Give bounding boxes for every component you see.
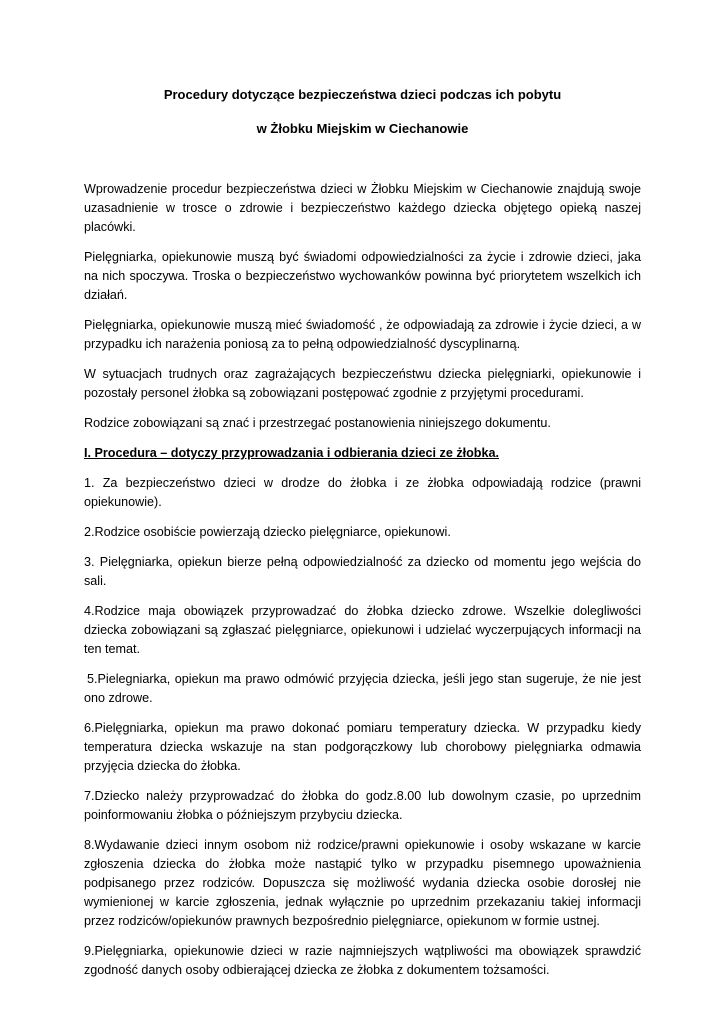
- section-heading: I. Procedura – dotyczy przyprowadzania i odbierania dzieci ze żłobka.: [84, 446, 500, 460]
- intro-paragraph-3: Pielęgniarka, opiekunowie muszą mieć świadomość , że odpowiadają za zdrowie i życie dzieci, a w przypadku ich narażenia poniosą za to pełną odpowiedzialność dyscyplinarną.: [84, 318, 641, 351]
- procedure-item-9: 9.Pielęgniarka, opiekunowie dzieci w razie najmniejszych wątpliwości ma obowiązek sprawdzić zgodność danych osoby odbierającej dziecka ze żłobka z dokumentem tożsamości.: [84, 944, 641, 977]
- intro-paragraph-2: Pielęgniarka, opiekunowie muszą być świadomi odpowiedzialności za życie i zdrowie dzieci, jaka na nich spoczywa. Troska o bezpieczeństwo wychowanków powinna być priorytetem wszelkich ich działań.: [84, 250, 641, 302]
- intro-paragraph-4: W sytuacjach trudnych oraz zagrażających bezpieczeństwu dziecka pielęgniarki, opiekunowie i pozostały personel żłobka są zobowiązani postępować zgodnie z przyjętymi procedurami.: [84, 367, 641, 400]
- intro-paragraph-5: Rodzice zobowiązani są znać i przestrzegać postanowienia niniejszego dokumentu.: [84, 416, 551, 430]
- procedure-item-7: 7.Dziecko należy przyprowadzać do żłobka do godz.8.00 lub dowolnym czasie, po uprzednim poinformowaniu żłobka o późniejszym przybyciu dziecka.: [84, 789, 641, 822]
- procedure-item-3: 3. Pielęgniarka, opiekun bierze pełną odpowiedzialność za dziecko od momentu jego wejścia do sali.: [84, 555, 641, 588]
- procedure-item-4: 4.Rodzice maja obowiązek przyprowadzać do żłobka dziecko zdrowe. Wszelkie dolegliwości dziecka zobowiązani są zgłaszać pielęgniarce, opiekunowi i udzielać wyczerpujących informacji na ten temat.: [84, 604, 641, 656]
- procedure-item-6: 6.Pielęgniarka, opiekun ma prawo dokonać pomiaru temperatury dziecka. W przypadku kiedy temperatura dziecka wskazuje na stan podgorączkowy lub chorobowy pielęgniarka odmawia przyjęcia dziecka do żłobka.: [84, 721, 641, 773]
- document-title-line-2: w Żłobku Miejskim w Ciechanowie: [256, 121, 469, 136]
- procedure-item-5: 5.Pielegniarka, opiekun ma prawo odmówić przyjęcia dziecka, jeśli jego stan sugeruje, że nie jest ono zdrowe.: [84, 672, 641, 705]
- procedure-item-8: 8.Wydawanie dzieci innym osobom niż rodzice/prawni opiekunowie i osoby wskazane w karcie zgłoszenia dziecka do żłobka może nastąpić tylko w przypadku pisemnego upoważnienia podpisanego przez rodziców. Dopuszcza się możliwość wydania dziecka osobie dorosłej nie wymienionej w karcie zgłoszenia, jednak wyłącznie po uprzednim przekazaniu takiej informacji przez rodziców/opiekunów prawnych bezpośrednio pielęgniarce, opiekunom w formie ustnej.: [84, 838, 641, 928]
- procedure-item-2: 2.Rodzice osobiście powierzają dziecko pielęgniarce, opiekunowi.: [84, 525, 451, 539]
- document-title-line-1: Procedury dotyczące bezpieczeństwa dzieci podczas ich pobytu: [163, 87, 562, 102]
- intro-paragraph-1: Wprowadzenie procedur bezpieczeństwa dzieci w Żłobku Miejskim w Ciechanowie znajdują swoje uzasadnienie w trosce o zdrowie i bezpieczeństwo każdego dziecka objętego opieką naszej placówki.: [84, 182, 641, 234]
- procedure-item-1: 1. Za bezpieczeństwo dzieci w drodze do żłobka i ze żłobka odpowiadają rodzice (prawni opiekunowie).: [84, 476, 641, 509]
- document-body: [84, 180, 641, 991]
